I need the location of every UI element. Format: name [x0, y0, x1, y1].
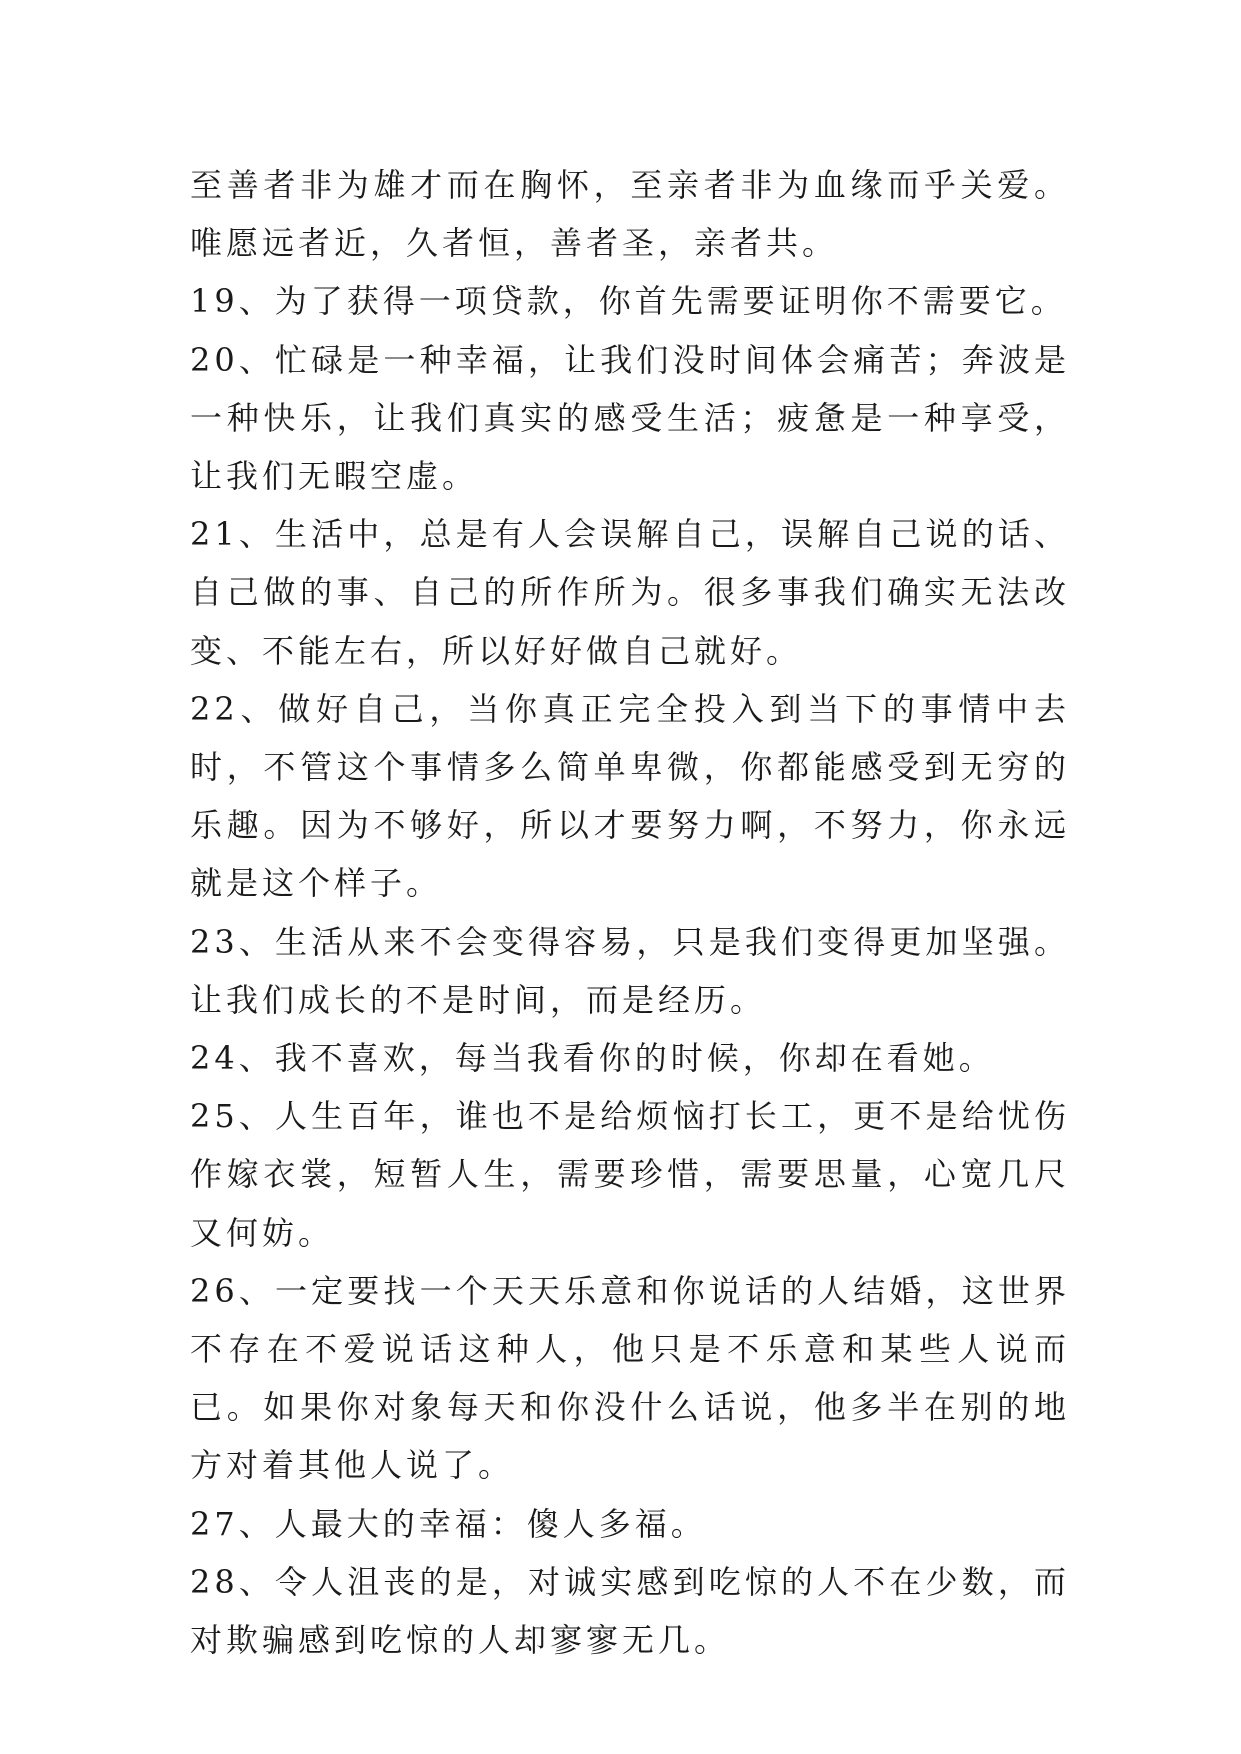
- document-body: [190, 156, 1070, 1669]
- quote-25: 25、人生百年，谁也不是给烦恼打长工，更不是给忧伤作嫁衣裳，短暂人生，需要珍惜，需要思量，心宽几尺又何妨。: [190, 1097, 1070, 1252]
- quote-21: 21、生活中，总是有人会误解自己，误解自己说的话、自己做的事、自己的所作所为。很多事我们确实无法改变、不能左右，所以好好做自己就好。: [190, 515, 1070, 670]
- quote-23: 23、生活从来不会变得容易，只是我们变得更加坚强。让我们成长的不是时间，而是经历。: [190, 922, 1070, 1019]
- quote-27: 27、人最大的幸福：傻人多福。: [190, 1504, 707, 1543]
- quote-19: 19、为了获得一项贷款，你首先需要证明你不需要它。: [190, 282, 1067, 321]
- quote-22: 22、做好自己，当你真正完全投入到当下的事情中去时，不管这个事情多么简单卑微，你都能感受到无穷的乐趣。因为不够好，所以才要努力啊，不努力，你永远就是这个样子。: [190, 689, 1070, 903]
- quote-26: 26、一定要找一个天天乐意和你说话的人结婚，这世界不存在不爱说话这种人，他只是不乐意和某些人说而已。如果你对象每天和你没什么话说，他多半在别的地方对着其他人说了。: [190, 1271, 1070, 1485]
- quote-20: 20、忙碌是一种幸福，让我们没时间体会痛苦；奔波是一种快乐，让我们真实的感受生活；疲惫是一种享受，让我们无暇空虚。: [190, 340, 1070, 496]
- quote-28: 28、令人沮丧的是，对诚实感到吃惊的人不在少数，而对欺骗感到吃惊的人却寥寥无几。: [190, 1562, 1070, 1660]
- quote-24: 24、我不喜欢，每当我看你的时候，你却在看她。: [190, 1039, 995, 1078]
- paragraph-continued: 至善者非为雄才而在胸怀，至亲者非为血缘而乎关爱。唯愿远者近，久者恒，善者圣，亲者共。: [190, 166, 1070, 263]
